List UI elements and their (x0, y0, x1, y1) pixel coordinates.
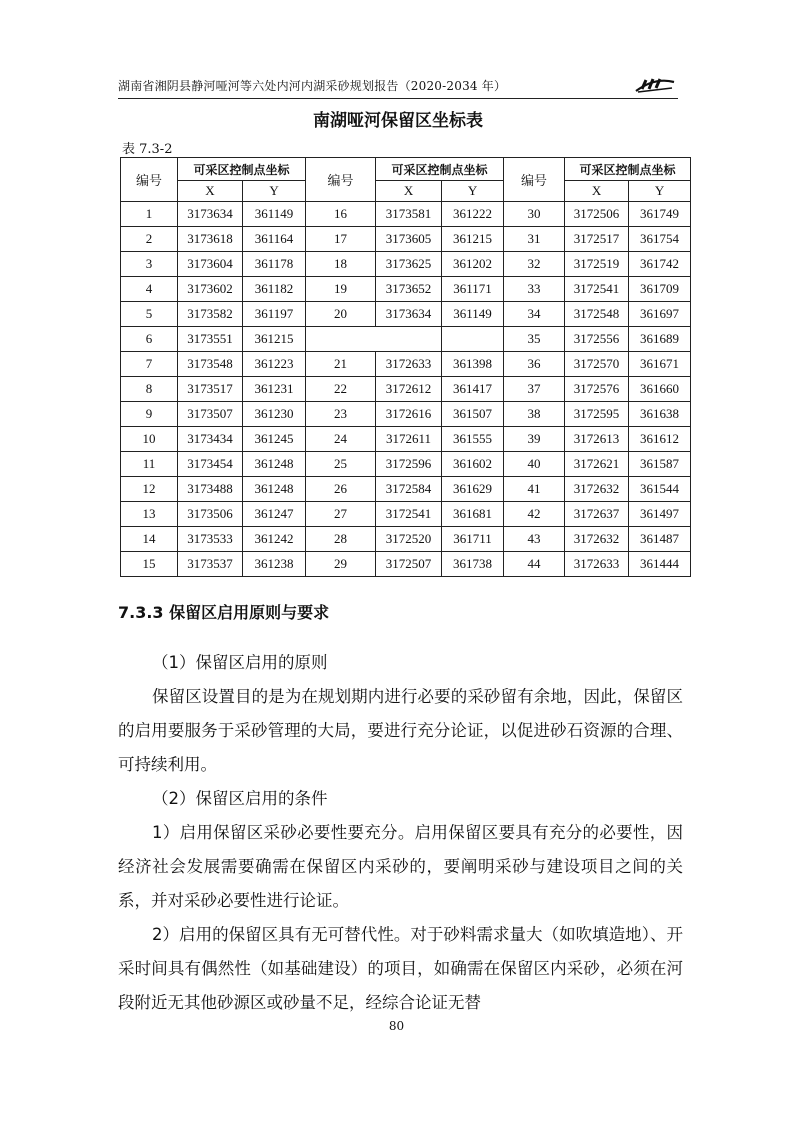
y-coordinate-cell: 361444 (629, 552, 691, 577)
table-row (121, 277, 691, 302)
x-coordinate-cell: 3172611 (376, 427, 442, 452)
point-number-cell: 6 (121, 327, 178, 352)
x-coordinate-cell: 3172556 (565, 327, 629, 352)
y-coordinate-cell: 361587 (629, 452, 691, 477)
y-coordinate-cell: 361754 (629, 227, 691, 252)
table-row (121, 327, 691, 352)
page-header (118, 74, 678, 99)
x-coordinate-cell: 3173652 (376, 277, 442, 302)
point-number-cell: 23 (306, 402, 376, 427)
x-coordinate-cell: 3172541 (565, 277, 629, 302)
y-coordinate-cell: 361709 (629, 277, 691, 302)
y-coordinate-cell: 361223 (243, 352, 306, 377)
table-row (121, 377, 691, 402)
point-number-cell: 26 (306, 477, 376, 502)
point-number-cell: 15 (121, 552, 178, 577)
x-coordinate-cell: 3172595 (565, 402, 629, 427)
x-coordinate-cell: 3173507 (178, 402, 243, 427)
point-number-cell: 25 (306, 452, 376, 477)
column-header-number: 编号 (121, 158, 178, 202)
x-coordinate-cell: 3173434 (178, 427, 243, 452)
y-coordinate-cell: 361164 (243, 227, 306, 252)
x-coordinate-cell: 3172621 (565, 452, 629, 477)
y-coordinate-cell: 361487 (629, 527, 691, 552)
table-row (121, 502, 691, 527)
y-coordinate-cell: 361742 (629, 252, 691, 277)
column-header-x: X (565, 181, 629, 202)
point-number-cell: 22 (306, 377, 376, 402)
page-number: 80 (388, 1019, 405, 1033)
x-coordinate-cell: 3173506 (178, 502, 243, 527)
point-number-cell: 32 (504, 252, 565, 277)
point-number-cell: 19 (306, 277, 376, 302)
column-header-y: Y (442, 181, 504, 202)
point-number-cell: 44 (504, 552, 565, 577)
point-number-cell: 8 (121, 377, 178, 402)
point-number-cell: 3 (121, 252, 178, 277)
point-number-cell: 34 (504, 302, 565, 327)
point-number-cell: 43 (504, 527, 565, 552)
y-coordinate-cell: 361738 (442, 552, 504, 577)
y-coordinate-cell: 361215 (243, 327, 306, 352)
point-number-cell: 38 (504, 402, 565, 427)
x-coordinate-cell: 3173605 (376, 227, 442, 252)
table-row (121, 477, 691, 502)
point-number-cell: 5 (121, 302, 178, 327)
point-number-cell: 24 (306, 427, 376, 452)
y-coordinate-cell: 361417 (442, 377, 504, 402)
y-coordinate-cell: 361202 (442, 252, 504, 277)
point-number-cell: 2 (121, 227, 178, 252)
column-header-group: 可采区控制点坐标 (376, 158, 504, 181)
table-row (121, 302, 691, 327)
x-coordinate-cell: 3172506 (565, 202, 629, 227)
x-coordinate-cell: 3172519 (565, 252, 629, 277)
y-coordinate-cell: 361602 (442, 452, 504, 477)
y-coordinate-cell: 361222 (442, 202, 504, 227)
coordinates-table (120, 157, 691, 577)
x-coordinate-cell: 3173582 (178, 302, 243, 327)
table-row (121, 352, 691, 377)
x-coordinate-cell: 3173625 (376, 252, 442, 277)
header-title: 湖南省湘阴县静河哑河等六处内河内湖采砂规划报告（2020-2034 年） (118, 79, 507, 93)
paragraph-condition-1: 1）启用保留区采砂必要性要充分。启用保留区要具有充分的必要性，因经济社会发展需要确需在保留区内采砂的，要阐明采砂与建设项目之间的关系，并对采砂必要性进行论证。 (118, 823, 683, 910)
point-number-cell: 18 (306, 252, 376, 277)
x-coordinate-cell: 3172632 (565, 477, 629, 502)
x-coordinate-cell: 3172507 (376, 552, 442, 577)
point-number-cell: 27 (306, 502, 376, 527)
column-header-group: 可采区控制点坐标 (565, 158, 691, 181)
x-coordinate-cell: 3172612 (376, 377, 442, 402)
x-coordinate-cell: 3172613 (565, 427, 629, 452)
section-heading: 7.3.3 保留区启用原则与要求 (118, 603, 330, 622)
point-number-cell: 31 (504, 227, 565, 252)
point-number-cell: 11 (121, 452, 178, 477)
x-coordinate-cell: 3172633 (565, 552, 629, 577)
table-label: 表 7.3-2 (122, 142, 173, 157)
x-coordinate-cell: 3172517 (565, 227, 629, 252)
y-coordinate-cell: 361215 (442, 227, 504, 252)
y-coordinate-cell: 361182 (243, 277, 306, 302)
column-header-y: Y (243, 181, 306, 202)
y-coordinate-cell (442, 327, 504, 352)
y-coordinate-cell: 361245 (243, 427, 306, 452)
point-number-cell: 7 (121, 352, 178, 377)
y-coordinate-cell: 361497 (629, 502, 691, 527)
column-header-number: 编号 (306, 158, 376, 202)
y-coordinate-cell: 361230 (243, 402, 306, 427)
point-number-cell: 12 (121, 477, 178, 502)
x-coordinate-cell: 3173602 (178, 277, 243, 302)
y-coordinate-cell: 361149 (442, 302, 504, 327)
y-coordinate-cell: 361231 (243, 377, 306, 402)
y-coordinate-cell: 361149 (243, 202, 306, 227)
table-title: 南湖哑河保留区坐标表 (313, 111, 483, 131)
x-coordinate-cell: 3172584 (376, 477, 442, 502)
table-row (121, 452, 691, 477)
x-coordinate-cell: 3173604 (178, 252, 243, 277)
point-number-cell: 28 (306, 527, 376, 552)
x-coordinate-cell: 3173454 (178, 452, 243, 477)
x-coordinate-cell: 3172548 (565, 302, 629, 327)
column-header-group: 可采区控制点坐标 (178, 158, 306, 181)
x-coordinate-cell: 3172541 (376, 502, 442, 527)
y-coordinate-cell: 361689 (629, 327, 691, 352)
point-number-cell: 37 (504, 377, 565, 402)
y-coordinate-cell: 361681 (442, 502, 504, 527)
paragraph-principle: 保留区设置目的是为在规划期内进行必要的采砂留有余地，因此，保留区的启用要服务于采砂管理的大局，要进行充分论证，以促进砂石资源的合理、可持续利用。 (118, 687, 683, 774)
y-coordinate-cell: 361660 (629, 377, 691, 402)
paragraph-condition-2: 2）启用的保留区具有无可替代性。对于砂料需求量大（如吹填造地）、开采时间具有偶然性（如基础建设）的项目，如确需在保留区内采砂，必须在河段附近无其他砂源区或砂量不足，经综合论证无替 (118, 925, 683, 1012)
y-coordinate-cell: 361398 (442, 352, 504, 377)
point-number-cell: 17 (306, 227, 376, 252)
y-coordinate-cell: 361507 (442, 402, 504, 427)
paragraph-condition-heading: （2）保留区启用的条件 (152, 789, 328, 808)
point-number-cell (306, 327, 376, 352)
table-body (121, 202, 691, 577)
y-coordinate-cell: 361544 (629, 477, 691, 502)
y-coordinate-cell: 361248 (243, 477, 306, 502)
point-number-cell: 35 (504, 327, 565, 352)
point-number-cell: 42 (504, 502, 565, 527)
table-row (121, 202, 691, 227)
column-header-x: X (178, 181, 243, 202)
report-logo-icon (632, 74, 678, 94)
point-number-cell: 29 (306, 552, 376, 577)
column-header-number: 编号 (504, 158, 565, 202)
table-row (121, 552, 691, 577)
x-coordinate-cell (376, 327, 442, 352)
x-coordinate-cell: 3172596 (376, 452, 442, 477)
y-coordinate-cell: 361238 (243, 552, 306, 577)
table-header (121, 158, 691, 202)
x-coordinate-cell: 3172632 (565, 527, 629, 552)
column-header-y: Y (629, 181, 691, 202)
x-coordinate-cell: 3172616 (376, 402, 442, 427)
y-coordinate-cell: 361555 (442, 427, 504, 452)
table-row (121, 402, 691, 427)
point-number-cell: 16 (306, 202, 376, 227)
table-row (121, 252, 691, 277)
point-number-cell: 41 (504, 477, 565, 502)
x-coordinate-cell: 3172570 (565, 352, 629, 377)
x-coordinate-cell: 3173517 (178, 377, 243, 402)
y-coordinate-cell: 361671 (629, 352, 691, 377)
point-number-cell: 40 (504, 452, 565, 477)
point-number-cell: 20 (306, 302, 376, 327)
y-coordinate-cell: 361697 (629, 302, 691, 327)
x-coordinate-cell: 3172637 (565, 502, 629, 527)
y-coordinate-cell: 361711 (442, 527, 504, 552)
x-coordinate-cell: 3173634 (376, 302, 442, 327)
x-coordinate-cell: 3172520 (376, 527, 442, 552)
table-row (121, 527, 691, 552)
y-coordinate-cell: 361612 (629, 427, 691, 452)
point-number-cell: 39 (504, 427, 565, 452)
point-number-cell: 10 (121, 427, 178, 452)
point-number-cell: 13 (121, 502, 178, 527)
point-number-cell: 9 (121, 402, 178, 427)
point-number-cell: 1 (121, 202, 178, 227)
x-coordinate-cell: 3173581 (376, 202, 442, 227)
point-number-cell: 33 (504, 277, 565, 302)
x-coordinate-cell: 3173551 (178, 327, 243, 352)
y-coordinate-cell: 361248 (243, 452, 306, 477)
table-row (121, 227, 691, 252)
x-coordinate-cell: 3173533 (178, 527, 243, 552)
point-number-cell: 21 (306, 352, 376, 377)
x-coordinate-cell: 3173488 (178, 477, 243, 502)
point-number-cell: 4 (121, 277, 178, 302)
y-coordinate-cell: 361638 (629, 402, 691, 427)
y-coordinate-cell: 361171 (442, 277, 504, 302)
point-number-cell: 36 (504, 352, 565, 377)
y-coordinate-cell: 361242 (243, 527, 306, 552)
y-coordinate-cell: 361749 (629, 202, 691, 227)
paragraph-principle-heading: （1）保留区启用的原则 (152, 653, 328, 672)
table-row (121, 427, 691, 452)
x-coordinate-cell: 3172633 (376, 352, 442, 377)
point-number-cell: 30 (504, 202, 565, 227)
y-coordinate-cell: 361247 (243, 502, 306, 527)
point-number-cell: 14 (121, 527, 178, 552)
column-header-x: X (376, 181, 442, 202)
x-coordinate-cell: 3173537 (178, 552, 243, 577)
x-coordinate-cell: 3173548 (178, 352, 243, 377)
y-coordinate-cell: 361197 (243, 302, 306, 327)
x-coordinate-cell: 3173618 (178, 227, 243, 252)
x-coordinate-cell: 3172576 (565, 377, 629, 402)
y-coordinate-cell: 361178 (243, 252, 306, 277)
y-coordinate-cell: 361629 (442, 477, 504, 502)
x-coordinate-cell: 3173634 (178, 202, 243, 227)
